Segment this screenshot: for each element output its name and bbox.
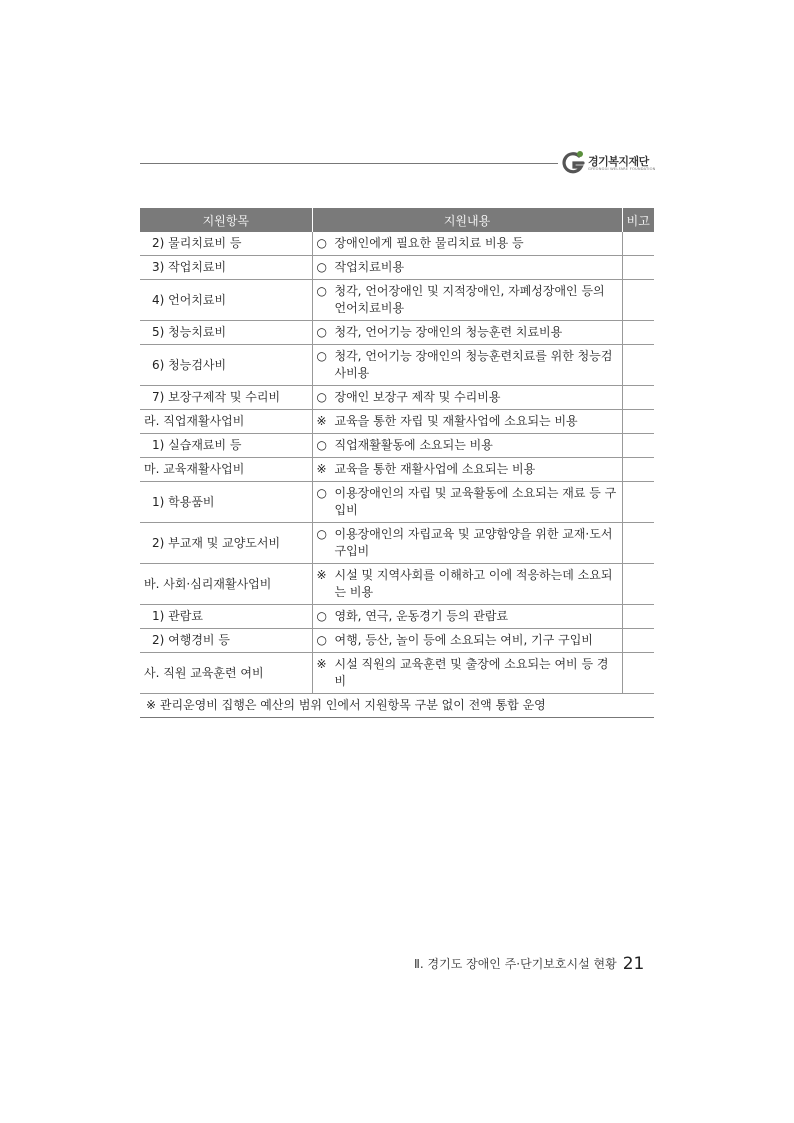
row-remarks xyxy=(622,564,654,605)
table-row xyxy=(140,410,654,434)
row-marker: ○ xyxy=(316,236,327,250)
table-row xyxy=(140,629,654,653)
row-item: 5) 청능치료비 xyxy=(140,321,312,345)
org-name: 경기복지재단 xyxy=(588,155,649,168)
row-marker: ※ xyxy=(316,657,327,671)
row-content: 시설 및 지역사회를 이해하고 이에 적응하는데 소요되는 비용 xyxy=(334,568,613,599)
table-row xyxy=(140,482,654,523)
table-row xyxy=(140,345,654,386)
header-remarks: 비고 xyxy=(622,208,654,232)
row-remarks xyxy=(622,434,654,458)
row-remarks xyxy=(622,523,654,564)
table-row xyxy=(140,564,654,605)
support-items-table xyxy=(140,208,654,718)
row-item: 6) 청능검사비 xyxy=(140,345,312,386)
row-remarks xyxy=(622,629,654,653)
row-item: 1) 학용품비 xyxy=(140,482,312,523)
row-content-cell xyxy=(312,386,622,410)
row-content-cell xyxy=(312,434,622,458)
row-content: 작업치료비용 xyxy=(334,260,405,274)
row-marker: ○ xyxy=(316,284,327,298)
row-remarks xyxy=(622,386,654,410)
row-remarks xyxy=(622,458,654,482)
row-content: 청각, 언어기능 장애인의 청능훈련 치료비용 xyxy=(334,325,563,339)
row-marker: ○ xyxy=(316,609,327,623)
table-row xyxy=(140,280,654,321)
row-content: 장애인에게 필요한 물리치료 비용 등 xyxy=(334,236,524,250)
row-content-cell xyxy=(312,280,622,321)
foundation-logo-icon xyxy=(562,150,586,176)
row-item: 7) 보장구제작 및 수리비 xyxy=(140,386,312,410)
footer-chapter-title: Ⅱ. 경기도 장애인 주·단기보호시설 현황 xyxy=(414,957,617,971)
row-content: 청각, 언어기능 장애인의 청능훈련치료를 위한 청능검사비용 xyxy=(334,349,613,380)
table-row xyxy=(140,458,654,482)
row-content: 청각, 언어장애인 및 지적장애인, 자폐성장애인 등의 언어치료비용 xyxy=(334,284,605,315)
row-item: 마. 교육재활사업비 xyxy=(140,458,312,482)
row-content: 교육을 통한 자립 및 재활사업에 소요되는 비용 xyxy=(334,414,578,428)
row-remarks xyxy=(622,653,654,694)
row-content: 여행, 등산, 놀이 등에 소요되는 여비, 기구 구입비 xyxy=(334,633,593,647)
table-row xyxy=(140,523,654,564)
table-row xyxy=(140,256,654,280)
row-remarks xyxy=(622,410,654,434)
row-item: 2) 여행경비 등 xyxy=(140,629,312,653)
row-remarks xyxy=(622,256,654,280)
row-item: 1) 실습재료비 등 xyxy=(140,434,312,458)
row-remarks xyxy=(622,280,654,321)
row-marker: ○ xyxy=(316,349,327,363)
row-marker: ○ xyxy=(316,325,327,339)
row-content: 영화, 연극, 운동경기 등의 관람료 xyxy=(334,609,509,623)
row-content: 교육을 통한 재활사업에 소요되는 비용 xyxy=(334,462,536,476)
row-marker: ※ xyxy=(316,462,327,476)
table-note: ※ 관리운영비 집행은 예산의 범위 인에서 지원항목 구분 없이 전액 통합 운영 xyxy=(140,694,654,718)
table-row xyxy=(140,321,654,345)
row-item: 4) 언어치료비 xyxy=(140,280,312,321)
row-item: 사. 직원 교육훈련 여비 xyxy=(140,653,312,694)
row-content-cell xyxy=(312,458,622,482)
row-content-cell xyxy=(312,482,622,523)
row-content: 직업재활활동에 소요되는 비용 xyxy=(334,438,493,452)
row-content-cell xyxy=(312,232,622,256)
table-row xyxy=(140,232,654,256)
row-remarks xyxy=(622,321,654,345)
row-remarks xyxy=(622,345,654,386)
row-content-cell xyxy=(312,653,622,694)
row-content-cell xyxy=(312,256,622,280)
page-footer xyxy=(414,954,644,974)
table-note-row xyxy=(140,694,654,718)
row-remarks xyxy=(622,605,654,629)
row-marker: ○ xyxy=(316,633,327,647)
row-item: 2) 물리치료비 등 xyxy=(140,232,312,256)
row-item: 2) 부교재 및 교양도서비 xyxy=(140,523,312,564)
row-content-cell xyxy=(312,564,622,605)
table-row xyxy=(140,434,654,458)
row-content-cell xyxy=(312,321,622,345)
org-logo xyxy=(562,150,662,180)
row-item: 1) 관람료 xyxy=(140,605,312,629)
row-content: 이용장애인의 자립교육 및 교양함양을 위한 교재·도서 구입비 xyxy=(334,527,613,558)
row-item: 바. 사회·심리재활사업비 xyxy=(140,564,312,605)
row-remarks xyxy=(622,482,654,523)
org-subtitle: GYEONGGI WELFARE FOUNDATION xyxy=(588,167,656,171)
row-content: 시설 직원의 교육훈련 및 출장에 소요되는 여비 등 경비 xyxy=(334,657,609,688)
row-item: 3) 작업치료비 xyxy=(140,256,312,280)
table-row xyxy=(140,605,654,629)
row-content-cell xyxy=(312,629,622,653)
row-content-cell xyxy=(312,410,622,434)
row-marker: ○ xyxy=(316,438,327,452)
row-remarks xyxy=(622,232,654,256)
row-content-cell xyxy=(312,605,622,629)
header-content: 지원내용 xyxy=(312,208,622,232)
row-marker: ○ xyxy=(316,527,327,541)
row-marker: ○ xyxy=(316,486,327,500)
row-marker: ○ xyxy=(316,260,327,274)
row-content-cell xyxy=(312,523,622,564)
row-marker: ※ xyxy=(316,414,327,428)
row-content: 이용장애인의 자립 및 교육활동에 소요되는 재료 등 구입비 xyxy=(334,486,617,517)
row-item: 라. 직업재활사업비 xyxy=(140,410,312,434)
row-content-cell xyxy=(312,345,622,386)
row-content: 장애인 보장구 제작 및 수리비용 xyxy=(334,390,501,404)
row-marker: ○ xyxy=(316,390,327,404)
table-row xyxy=(140,386,654,410)
table-row xyxy=(140,653,654,694)
table-header-row xyxy=(140,208,654,232)
row-marker: ※ xyxy=(316,568,327,582)
header-item: 지원항목 xyxy=(140,208,312,232)
header-rule xyxy=(140,163,558,164)
page-number: 21 xyxy=(622,954,645,974)
